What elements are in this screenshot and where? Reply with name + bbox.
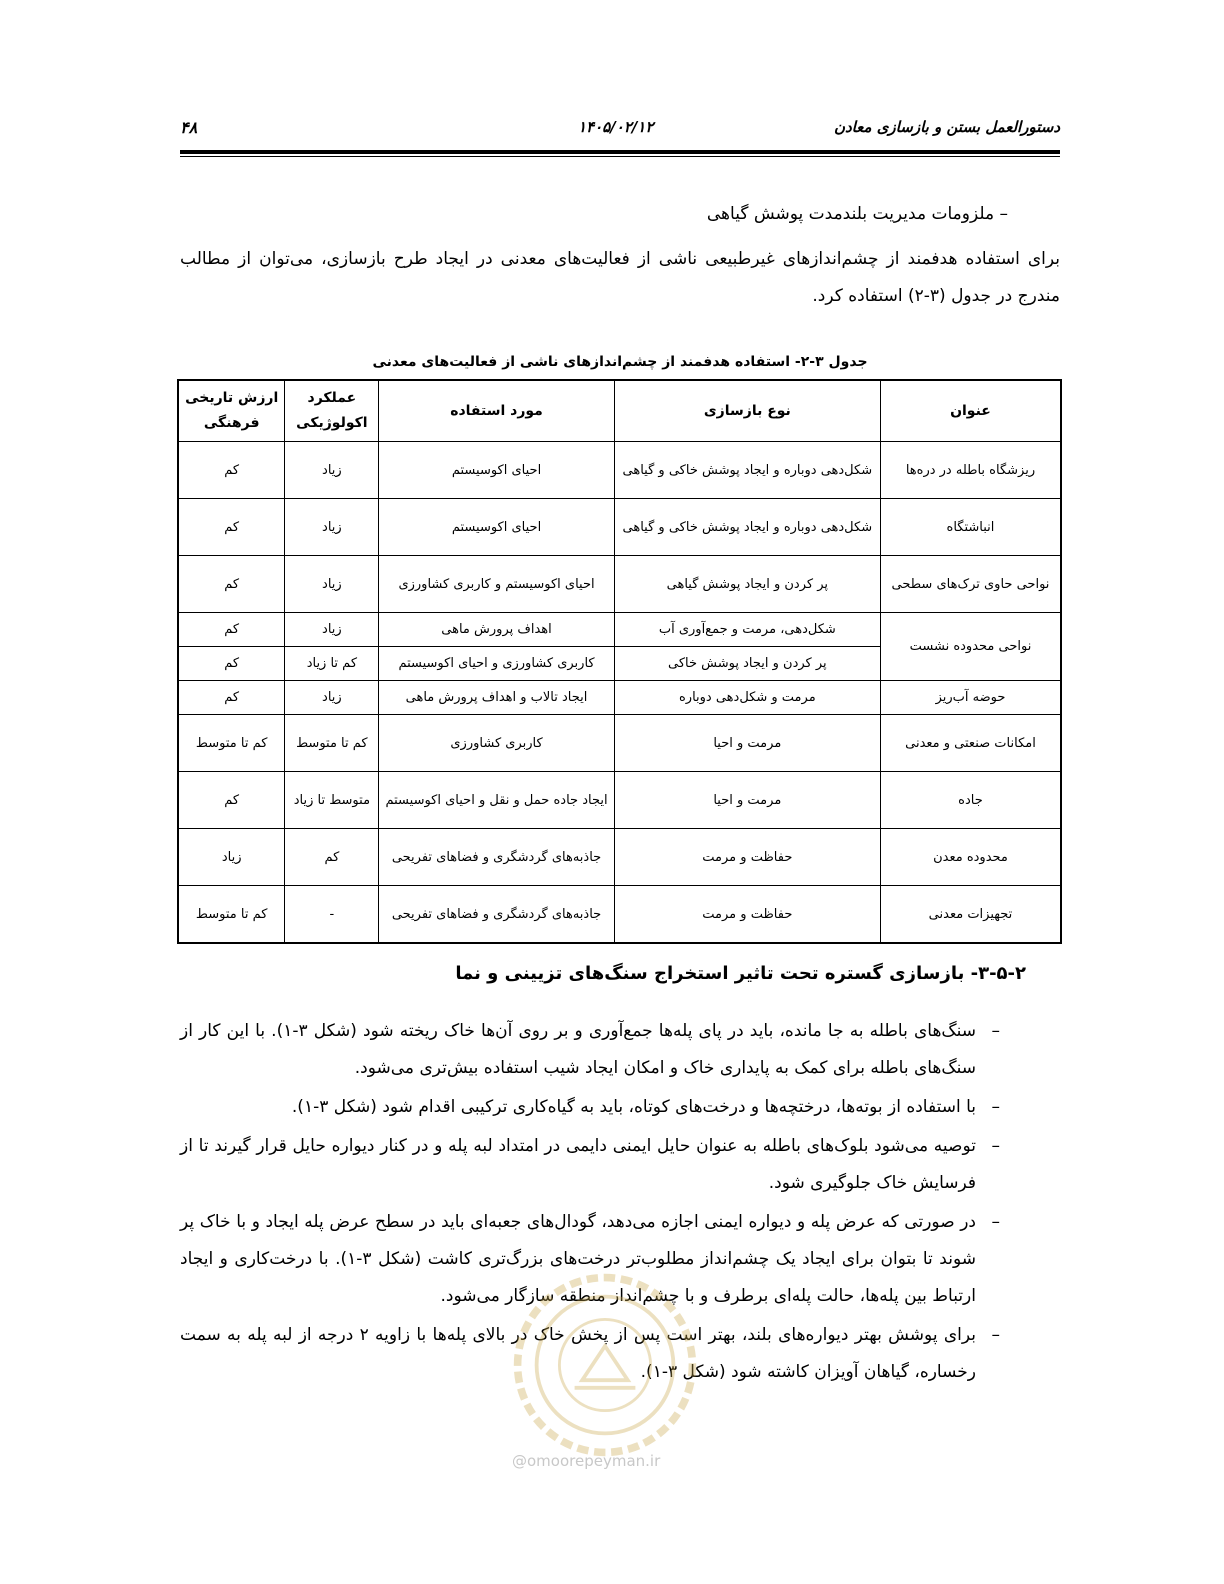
table-row xyxy=(178,556,1061,613)
cell-cult: کم xyxy=(178,772,285,829)
dash-marker: – xyxy=(991,1021,1000,1041)
landscape-table xyxy=(177,379,1062,944)
cell-use: احیای اکوسیستم و کاربری کشاورزی xyxy=(379,556,614,613)
dash-marker: – xyxy=(991,1097,1000,1117)
table-row xyxy=(178,886,1061,944)
col-header-cult: ارزش تاریخی فرهنگی xyxy=(178,380,285,442)
page-header xyxy=(180,118,1060,146)
cell-cult: کم تا متوسط xyxy=(178,715,285,772)
cell-type: حفاظت و مرمت xyxy=(614,829,880,886)
cell-title: جاده xyxy=(880,772,1061,829)
cell-title: نواحی محدوده نشست xyxy=(880,613,1061,681)
cell-use: جاذبه‌های گردشگری و فضاهای تفریحی xyxy=(379,829,614,886)
intro-paragraph: برای استفاده هدفمند از چشم‌اندازهای غیرطبیعی ناشی از فعالیت‌های معدنی در ایجاد طرح بازسازی، می‌توان از مطالب مندرج در جدول (۳-۲) استفاده کرد. xyxy=(180,249,1060,306)
list-item-text: در صورتی که عرض پله و دیواره ایمنی اجازه می‌دهد، گودال‌های جعبه‌ای باید در سطح عرض پله ایجاد و با خاک پر شوند تا بتوان برای ایجاد یک چشم‌انداز مطلوب‌تر درخت‌های بزرگ‌تری کاشت (شکل ۳-۱). با درخت‌کاری و ایجاد ارتباط بین پله‌ها، حالت پله‌ای برطرف و با چشم‌انداز منطقه سازگار می‌شود. xyxy=(180,1212,976,1306)
dash-marker: – xyxy=(991,1136,1000,1156)
cell-eco: زیاد xyxy=(285,499,379,556)
cell-eco: زیاد xyxy=(285,613,379,647)
page-number: ۴۸ xyxy=(180,118,198,137)
section-heading: ۳-۵-۲- بازسازی گستره تحت تاثیر استخراج سنگ‌های تزیینی و نما xyxy=(455,963,1026,984)
cell-cult: کم تا متوسط xyxy=(178,886,285,944)
dash-marker: – xyxy=(991,1325,1000,1345)
cell-title: امکانات صنعتی و معدنی xyxy=(880,715,1061,772)
cell-type: حفاظت و مرمت xyxy=(614,886,880,944)
cell-use: احیای اکوسیستم xyxy=(379,442,614,499)
table-row xyxy=(178,829,1061,886)
list-item xyxy=(180,1128,1000,1202)
cell-type: پر کردن و ایجاد پوشش خاکی xyxy=(614,647,880,681)
header-rule-thin xyxy=(180,156,1060,157)
cell-eco: زیاد xyxy=(285,681,379,715)
table-row xyxy=(178,499,1061,556)
cell-use: کاربری کشاورزی و احیای اکوسیستم xyxy=(379,647,614,681)
header-date: ۱۴۰۵/۰۲/۱۲ xyxy=(578,118,654,136)
cell-use: احیای اکوسیستم xyxy=(379,499,614,556)
table-caption: جدول ۳-۲- استفاده هدفمند از چشم‌اندازهای ناشی از فعالیت‌های معدنی xyxy=(372,354,868,370)
cell-use: کاربری کشاورزی xyxy=(379,715,614,772)
cell-eco: کم تا زیاد xyxy=(285,647,379,681)
cell-title: محدوده معدن xyxy=(880,829,1061,886)
cell-cult: زیاد xyxy=(178,829,285,886)
list-item-text: برای پوشش بهتر دیواره‌های بلند، بهتر است پس از پخش خاک در بالای پله‌ها با زاویه ۲ درجه از لبه پله به سمت رخساره، گیاهان آویزان کاشته شود (شکل ۳-۱). xyxy=(180,1325,976,1382)
watermark-seal-icon xyxy=(510,1270,700,1460)
cell-cult: کم xyxy=(178,681,285,715)
cell-title: حوضه آب‌ریز xyxy=(880,681,1061,715)
cell-type: پر کردن و ایجاد پوشش گیاهی xyxy=(614,556,880,613)
table-row xyxy=(178,772,1061,829)
cell-cult: کم xyxy=(178,613,285,647)
table-row xyxy=(178,613,1061,647)
cell-cult: کم xyxy=(178,556,285,613)
cell-eco: زیاد xyxy=(285,556,379,613)
cell-eco: کم xyxy=(285,829,379,886)
cell-type: مرمت و احیا xyxy=(614,772,880,829)
watermark-text: @omoorepeyman.ir xyxy=(512,1452,661,1470)
intro-bullet: – ملزومات مدیریت بلندمدت پوشش گیاهی xyxy=(706,204,1008,224)
cell-use: ایجاد تالاب و اهداف پرورش ماهی xyxy=(379,681,614,715)
cell-eco: کم تا متوسط xyxy=(285,715,379,772)
header-title: دستورالعمل بستن و بازسازی معادن xyxy=(833,118,1060,136)
cell-title: انباشتگاه xyxy=(880,499,1061,556)
table-row xyxy=(178,681,1061,715)
cell-title: تجهیزات معدنی xyxy=(880,886,1061,944)
col-header-eco: عملکرد اکولوژیکی xyxy=(285,380,379,442)
header-rule-thick xyxy=(180,150,1060,154)
list-item xyxy=(180,1013,1000,1087)
cell-type: شکل‌دهی، مرمت و جمع‌آوری آب xyxy=(614,613,880,647)
cell-eco: زیاد xyxy=(285,442,379,499)
col-header-type: نوع بازسازی xyxy=(614,380,880,442)
cell-use: ایجاد جاده حمل و نقل و احیای اکوسیستم xyxy=(379,772,614,829)
table-header-row xyxy=(178,380,1061,442)
list-item-text: سنگ‌های باطله به جا مانده، باید در پای پله‌ها جمع‌آوری و بر روی آن‌ها خاک ریخته شود (شکل ۳-۱). با این کار از سنگ‌های باطله برای کمک به پایداری خاک و امکان ایجاد شیب استفاده بیش‌تری می‌شود. xyxy=(180,1021,976,1078)
cell-cult: کم xyxy=(178,499,285,556)
cell-use: جاذبه‌های گردشگری و فضاهای تفریحی xyxy=(379,886,614,944)
cell-eco: - xyxy=(285,886,379,944)
list-item-text: با استفاده از بوته‌ها، درختچه‌ها و درخت‌های کوتاه، باید به گیاه‌کاری ترکیبی اقدام شود (شکل ۳-۱). xyxy=(291,1097,976,1117)
cell-cult: کم xyxy=(178,647,285,681)
table-row xyxy=(178,715,1061,772)
cell-title: ریزشگاه باطله در دره‌ها xyxy=(880,442,1061,499)
cell-type: مرمت و شکل‌دهی دوباره xyxy=(614,681,880,715)
table-row xyxy=(178,442,1061,499)
list-item-text: توصیه می‌شود بلوک‌های باطله به عنوان حایل ایمنی دایمی در امتداد لبه پله و در کنار دیواره حایل قرار گیرند تا از فرسایش خاک جلوگیری شود. xyxy=(180,1136,976,1193)
col-header-use: مورد استفاده xyxy=(379,380,614,442)
col-header-title: عنوان xyxy=(880,380,1061,442)
list-item xyxy=(180,1089,1000,1126)
cell-eco: متوسط تا زیاد xyxy=(285,772,379,829)
cell-type: شکل‌دهی دوباره و ایجاد پوشش خاکی و گیاهی xyxy=(614,499,880,556)
cell-cult: کم xyxy=(178,442,285,499)
cell-title: نواحی حاوی ترک‌های سطحی xyxy=(880,556,1061,613)
cell-use: اهداف پرورش ماهی xyxy=(379,613,614,647)
cell-type: شکل‌دهی دوباره و ایجاد پوشش خاکی و گیاهی xyxy=(614,442,880,499)
cell-type: مرمت و احیا xyxy=(614,715,880,772)
dash-marker: – xyxy=(991,1212,1000,1232)
